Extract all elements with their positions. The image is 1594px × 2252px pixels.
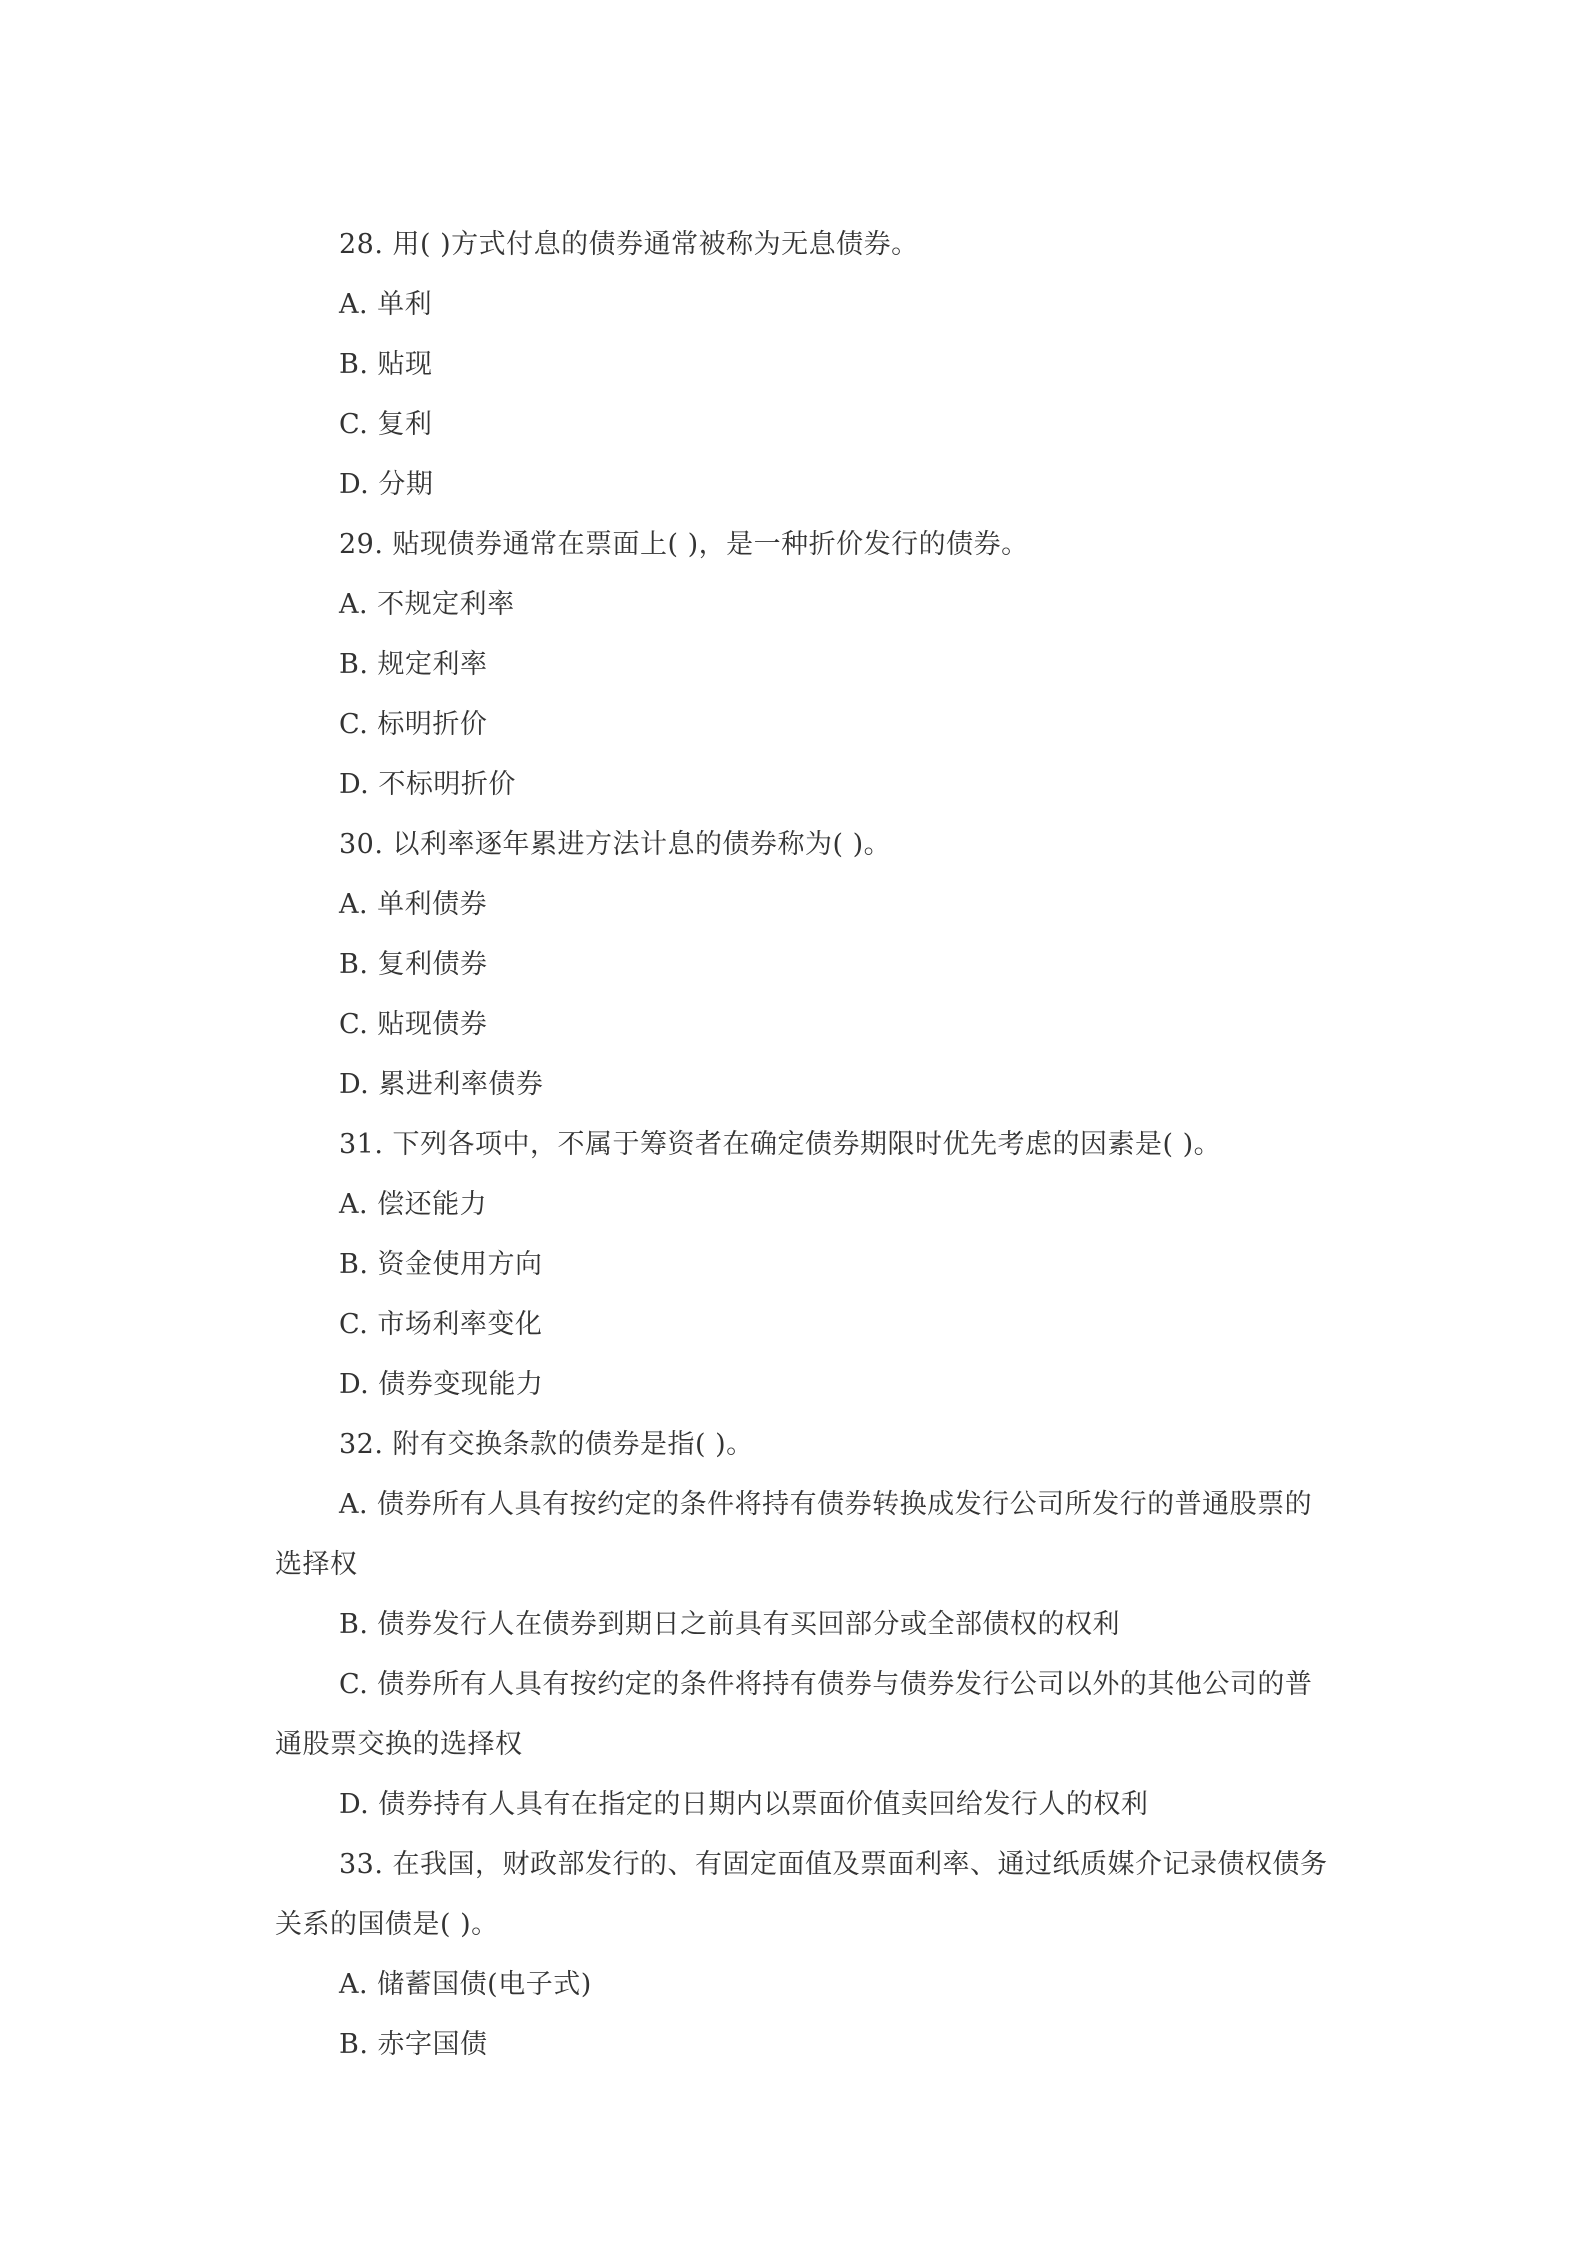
q29-option-a: A. 不规定利率 <box>339 589 515 620</box>
q33-option-a: A. 储蓄国债(电子式) <box>339 1969 592 2000</box>
q32-option-b: B. 债券发行人在债券到期日之前具有买回部分或全部债权的权利 <box>339 1609 1121 1640</box>
question-31-stem: 31. 下列各项中，不属于筹资者在确定债券期限时优先考虑的因素是( )。 <box>339 1129 1222 1160</box>
q32-option-d: D. 债券持有人具有在指定的日期内以票面价值卖回给发行人的权利 <box>339 1789 1149 1820</box>
q28-option-c: C. 复利 <box>339 409 433 440</box>
question-33-stem: 33. 在我国，财政部发行的、有固定面值及票面利率、通过纸质媒介记录债权债务关系的国债是( )。 <box>275 1849 1328 1940</box>
q29-option-b: B. 规定利率 <box>339 649 488 680</box>
question-list <box>275 215 1335 2075</box>
q31-option-b: B. 资金使用方向 <box>339 1249 543 1280</box>
q28-option-d: D. 分期 <box>339 469 434 500</box>
question-29-stem: 29. 贴现债券通常在票面上( )，是一种折价发行的债券。 <box>339 529 1029 560</box>
q29-option-d: D. 不标明折价 <box>339 769 516 800</box>
q30-option-a: A. 单利债券 <box>339 889 488 920</box>
question-28-stem: 28. 用( )方式付息的债券通常被称为无息债券。 <box>339 229 919 260</box>
question-30-stem: 30. 以利率逐年累进方法计息的债券称为( )。 <box>339 829 892 860</box>
q30-option-d: D. 累进利率债券 <box>339 1069 544 1100</box>
q29-option-c: C. 标明折价 <box>339 709 488 740</box>
q28-option-a: A. 单利 <box>339 289 433 320</box>
q31-option-a: A. 偿还能力 <box>339 1189 488 1220</box>
q28-option-b: B. 贴现 <box>339 349 433 380</box>
question-32-stem: 32. 附有交换条款的债券是指( )。 <box>339 1429 754 1460</box>
q30-option-b: B. 复利债券 <box>339 949 488 980</box>
q32-option-a: A. 债券所有人具有按约定的条件将持有债券转换成发行公司所发行的普通股票的选择权 <box>275 1489 1313 1580</box>
q33-option-b: B. 赤字国债 <box>339 2029 488 2060</box>
q31-option-d: D. 债券变现能力 <box>339 1369 544 1400</box>
q30-option-c: C. 贴现债券 <box>339 1009 488 1040</box>
q32-option-c: C. 债券所有人具有按约定的条件将持有债券与债券发行公司以外的其他公司的普通股票交换的选择权 <box>275 1669 1313 1760</box>
q31-option-c: C. 市场利率变化 <box>339 1309 543 1340</box>
